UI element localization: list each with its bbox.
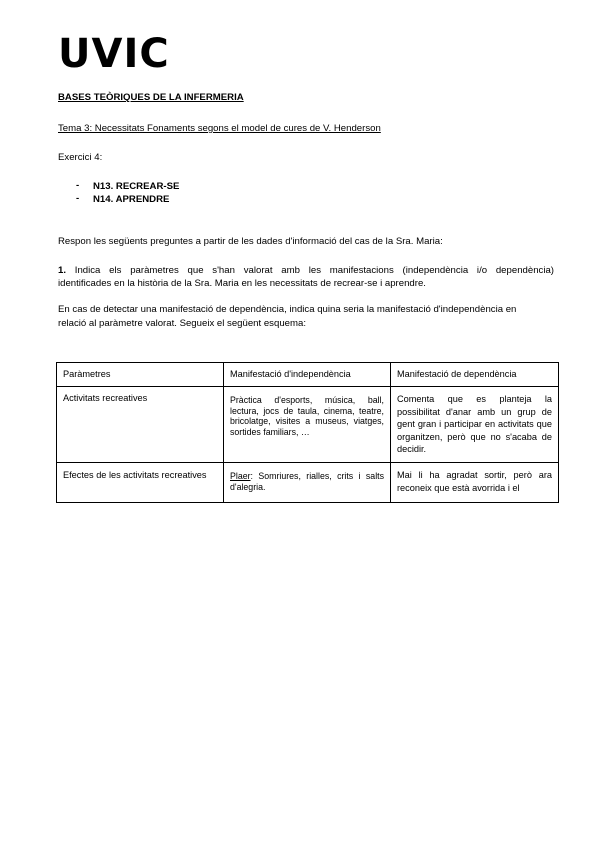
need-item: N13. RECREAR-SE xyxy=(93,181,180,192)
note-line-1: En cas de detectar una manifestació de dependència, indica quina seria la manifestació d'independència en xyxy=(58,304,517,315)
table-header-cell: Paràmetres xyxy=(57,363,224,387)
dependence-cell: Comenta que es planteja la possibilitat d'anar amb un grup de gent gran i participar en activitats que organitzen, però que no s'acaba de decidir. xyxy=(391,387,559,463)
independence-text: : Somriures, rialles, crits i salts d'alegria. xyxy=(230,471,384,492)
need-item: N14. APRENDRE xyxy=(93,194,170,205)
table-header-cell: Manifestació de dependència xyxy=(391,363,559,387)
independence-prefix: Plaer xyxy=(230,471,251,481)
exercise-label: Exercici 4: xyxy=(58,152,103,163)
instruction-text: Respon les següents preguntes a partir de les dades d'informació del cas de la Sra. Maria: xyxy=(58,236,443,247)
uvic-logo: UVIC xyxy=(58,31,170,77)
table-header-cell: Manifestació d'independència xyxy=(224,363,391,387)
table-header-row xyxy=(57,363,559,387)
independence-cell: Pràctica d'esports, música, ball, lectura, jocs de taula, cinema, teatre, bricolatge, visites a museus, viatges, sortides familiars, … xyxy=(224,387,391,463)
topic-title: Tema 3: Necessitats Fonaments segons el model de cures de V. Henderson xyxy=(58,123,381,134)
parameter-cell: Efectes de les activitats recreatives xyxy=(57,463,224,503)
question-text: Indica els paràmetres que s'han valorat amb les manifestacions (independència i/o dependència) xyxy=(74,265,554,276)
question-1-line-2: identificades en la història de la Sra. Maria en les necessitats de recrear-se i aprendre. xyxy=(58,278,426,289)
parameter-cell: Activitats recreatives xyxy=(57,387,224,463)
list-bullet: - xyxy=(76,180,80,191)
question-number: 1. xyxy=(58,265,67,276)
table-row xyxy=(57,387,559,463)
independence-cell xyxy=(224,463,391,503)
course-title: BASES TEÒRIQUES DE LA INFERMERIA xyxy=(58,92,244,103)
note-line-2: relació al paràmetre valorat. Segueix el següent esquema: xyxy=(58,318,306,329)
question-1-line-1 xyxy=(58,264,554,277)
dependence-cell: Mai li ha agradat sortir, però ara reconeix que està avorrida i el xyxy=(391,463,559,503)
list-bullet: - xyxy=(76,193,80,204)
table-row xyxy=(57,463,559,503)
assessment-table xyxy=(56,362,559,503)
